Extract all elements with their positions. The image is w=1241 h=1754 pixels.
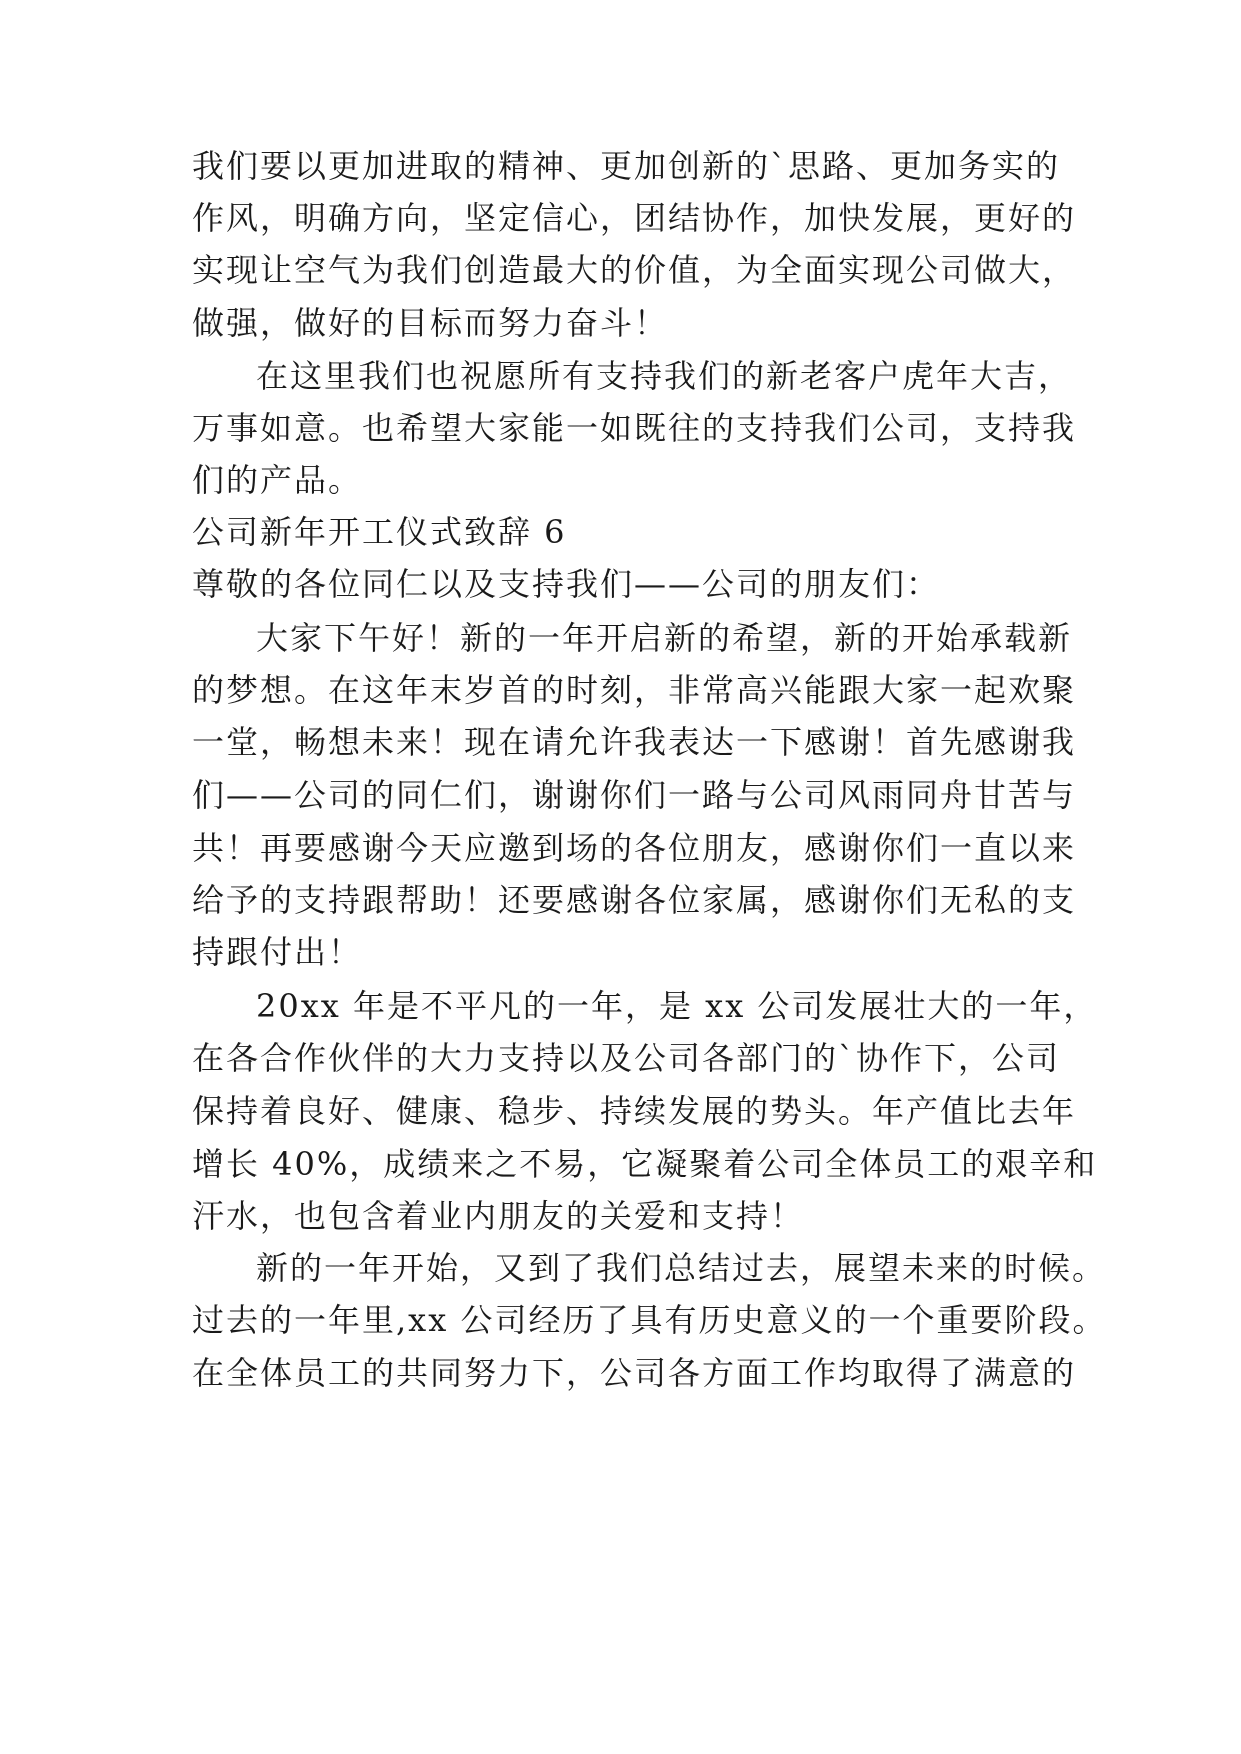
text-line: 给予的支持跟帮助！还要感谢各位家属，感谢你们无私的支 — [192, 881, 1077, 919]
text-line: 持跟付出！ — [192, 933, 363, 971]
text-line: 在各合作伙伴的大力支持以及公司各部门的`协作下，公司 — [192, 1039, 1061, 1077]
paragraph-first-line: 20xx 年是不平凡的一年，是 xx 公司发展壮大的一年， — [256, 987, 1098, 1025]
text-line: 的梦想。在这年末岁首的时刻，非常高兴能跟大家一起欢聚 — [192, 671, 1077, 709]
text-line: 们——公司的同仁们，谢谢你们一路与公司风雨同舟甘苦与 — [192, 776, 1077, 814]
text-line: 做强，做好的目标而努力奋斗！ — [192, 304, 669, 342]
paragraph-first-line: 在这里我们也祝愿所有支持我们的新老客户虎年大吉， — [256, 357, 1073, 395]
text-line: 增长 40%，成绩来之不易，它凝聚着公司全体员工的艰辛和 — [192, 1145, 1098, 1183]
text-line: 万事如意。也希望大家能一如既往的支持我们公司，支持我 — [192, 409, 1077, 447]
text-line: 作风，明确方向，坚定信心，团结协作，加快发展，更好的 — [192, 199, 1077, 237]
salutation: 尊敬的各位同仁以及支持我们——公司的朋友们： — [192, 565, 941, 603]
text-line: 在全体员工的共同努力下，公司各方面工作均取得了满意的 — [192, 1354, 1077, 1392]
text-line: 们的产品。 — [192, 461, 363, 499]
section-heading: 公司新年开工仪式致辞 6 — [192, 513, 567, 551]
text-line: 汗水，也包含着业内朋友的关爱和支持！ — [192, 1197, 805, 1235]
text-line: 过去的一年里,xx 公司经历了具有历史意义的一个重要阶段。 — [192, 1301, 1107, 1339]
text-line: 保持着良好、健康、稳步、持续发展的势头。年产值比去年 — [192, 1092, 1077, 1130]
paragraph-first-line: 新的一年开始，又到了我们总结过去，展望未来的时候。 — [256, 1249, 1107, 1287]
text-line: 我们要以更加进取的精神、更加创新的`思路、更加务实的 — [192, 147, 1061, 185]
text-line: 共！再要感谢今天应邀到场的各位朋友，感谢你们一直以来 — [192, 829, 1077, 867]
text-line: 一堂，畅想未来！现在请允许我表达一下感谢！首先感谢我 — [192, 723, 1077, 761]
paragraph-first-line: 大家下午好！新的一年开启新的希望，新的开始承载新 — [256, 619, 1073, 657]
text-line: 实现让空气为我们创造最大的价值，为全面实现公司做大， — [192, 251, 1077, 289]
